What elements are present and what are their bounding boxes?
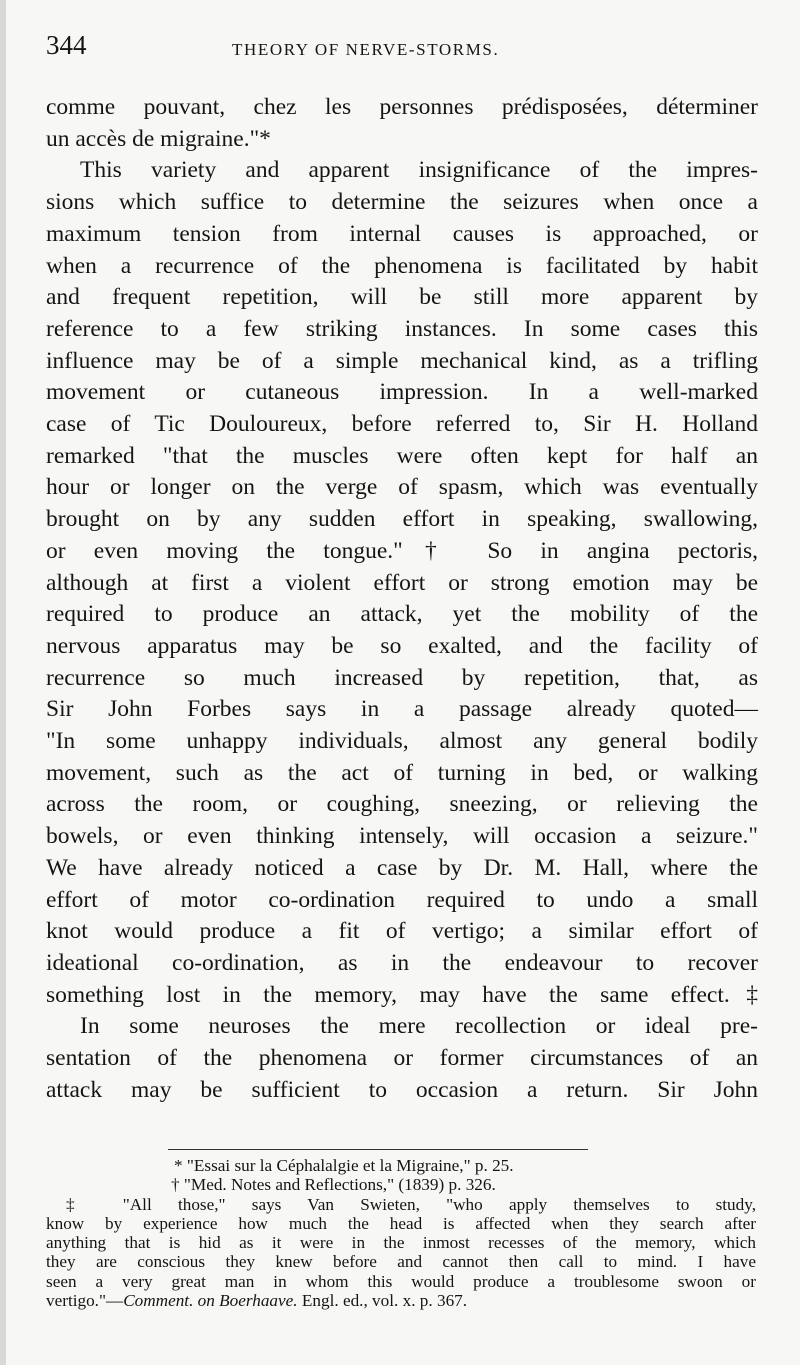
footnote-rule <box>168 1149 588 1150</box>
body-line: ideational co-ordination, as in the endeavour to recover <box>46 949 758 976</box>
body-line: In some neuroses the mere recollection or ideal pre- <box>80 1013 758 1040</box>
body-line: movement, such as the act of turning in bed, or walking <box>46 759 758 786</box>
body-line: case of Tic Douloureux, before referred to, Sir H. Holland <box>46 411 758 438</box>
body-line: effort of motor co-ordination required to undo a small <box>46 886 758 913</box>
running-head <box>46 30 766 64</box>
footnote-3-line: seen a very great man in whom this would produce a troublesome swoon or <box>46 1271 756 1291</box>
footnote-3-text: vertigo."— <box>46 1291 124 1311</box>
body-line: sions which suffice to determine the seizures when once a <box>46 189 758 216</box>
body-line: required to produce an attack, yet the mobility of the <box>46 601 758 628</box>
footnote-3-line: anything that is hid as it were in the inmost recesses of the memory, which <box>46 1233 756 1253</box>
footnote-3-citation: Engl. ed., vol. x. p. 367. <box>297 1291 468 1311</box>
footnote-3-source-title: Comment. on Boerhaave. <box>123 1291 298 1311</box>
body-line: comme pouvant, chez les personnes prédisposées, déterminer <box>46 94 758 120</box>
body-line: attack may be sufficient to occasion a return. Sir John <box>46 1076 758 1103</box>
body-line: hour or longer on the verge of spasm, which was eventually <box>46 474 758 501</box>
body-line: sentation of the phenomena or former circumstances of an <box>46 1045 758 1072</box>
body-line: This variety and apparent insignificance of the impres- <box>80 157 758 184</box>
page-edge-shadow <box>0 0 6 1365</box>
body-line: movement or cutaneous impression. In a well-marked <box>46 379 758 406</box>
body-line: "In some unhappy individuals, almost any general bodily <box>46 728 758 755</box>
body-line: across the room, or coughing, sneezing, or relieving the <box>46 791 758 818</box>
running-title: THEORY OF NERVE-STORMS. <box>232 40 500 59</box>
body-line: influence may be of a simple mechanical kind, as a trifling <box>46 347 758 374</box>
body-line: recurrence so much increased by repetition, that, as <box>46 664 758 691</box>
page-number: 344 <box>46 30 87 60</box>
footnote-3-last-line <box>46 1291 756 1310</box>
body-line: Sir John Forbes says in a passage already quoted— <box>46 696 758 723</box>
footnote-1: * "Essai sur la Céphalalgie et la Migraine," p. 25. <box>174 1156 514 1175</box>
body-line: bowels, or even thinking intensely, will occasion a seizure." <box>46 823 758 850</box>
body-text <box>46 92 758 1107</box>
body-line: knot would produce a fit of vertigo; a similar effort of <box>46 918 758 945</box>
footnote-3-line: they are conscious they knew before and cannot then call to mind. I have <box>46 1252 756 1272</box>
body-line: nervous apparatus may be so exalted, and the facility of <box>46 632 758 659</box>
body-line: or even moving the tongue."† So in angina pectoris, <box>46 537 758 564</box>
body-line: un accès de migraine."* <box>46 125 271 152</box>
body-line: and frequent repetition, will be still more apparent by <box>46 284 758 311</box>
body-line: reference to a few striking instances. In some cases this <box>46 315 758 342</box>
body-line: although at first a violent effort or strong emotion may be <box>46 569 758 596</box>
footnote-2: † "Med. Notes and Reflections," (1839) p. 326. <box>171 1175 496 1195</box>
body-line: maximum tension from internal causes is approached, or <box>46 220 758 247</box>
footnotes <box>46 1156 756 1310</box>
body-line: brought on by any sudden effort in speaking, swallowing, <box>46 506 758 533</box>
body-line: We have already noticed a case by Dr. M. Hall, where the <box>46 854 758 881</box>
footnote-3-line: know by experience how much the head is affected when they search after <box>46 1213 756 1233</box>
body-line: something lost in the memory, may have the same effect.‡ <box>46 981 758 1008</box>
body-line: remarked "that the muscles were often kept for half an <box>46 442 758 469</box>
body-line: when a recurrence of the phenomena is facilitated by habit <box>46 252 758 279</box>
footnote-3-line: ‡ "All those," says Van Swieten, "who apply themselves to study, <box>66 1194 756 1214</box>
